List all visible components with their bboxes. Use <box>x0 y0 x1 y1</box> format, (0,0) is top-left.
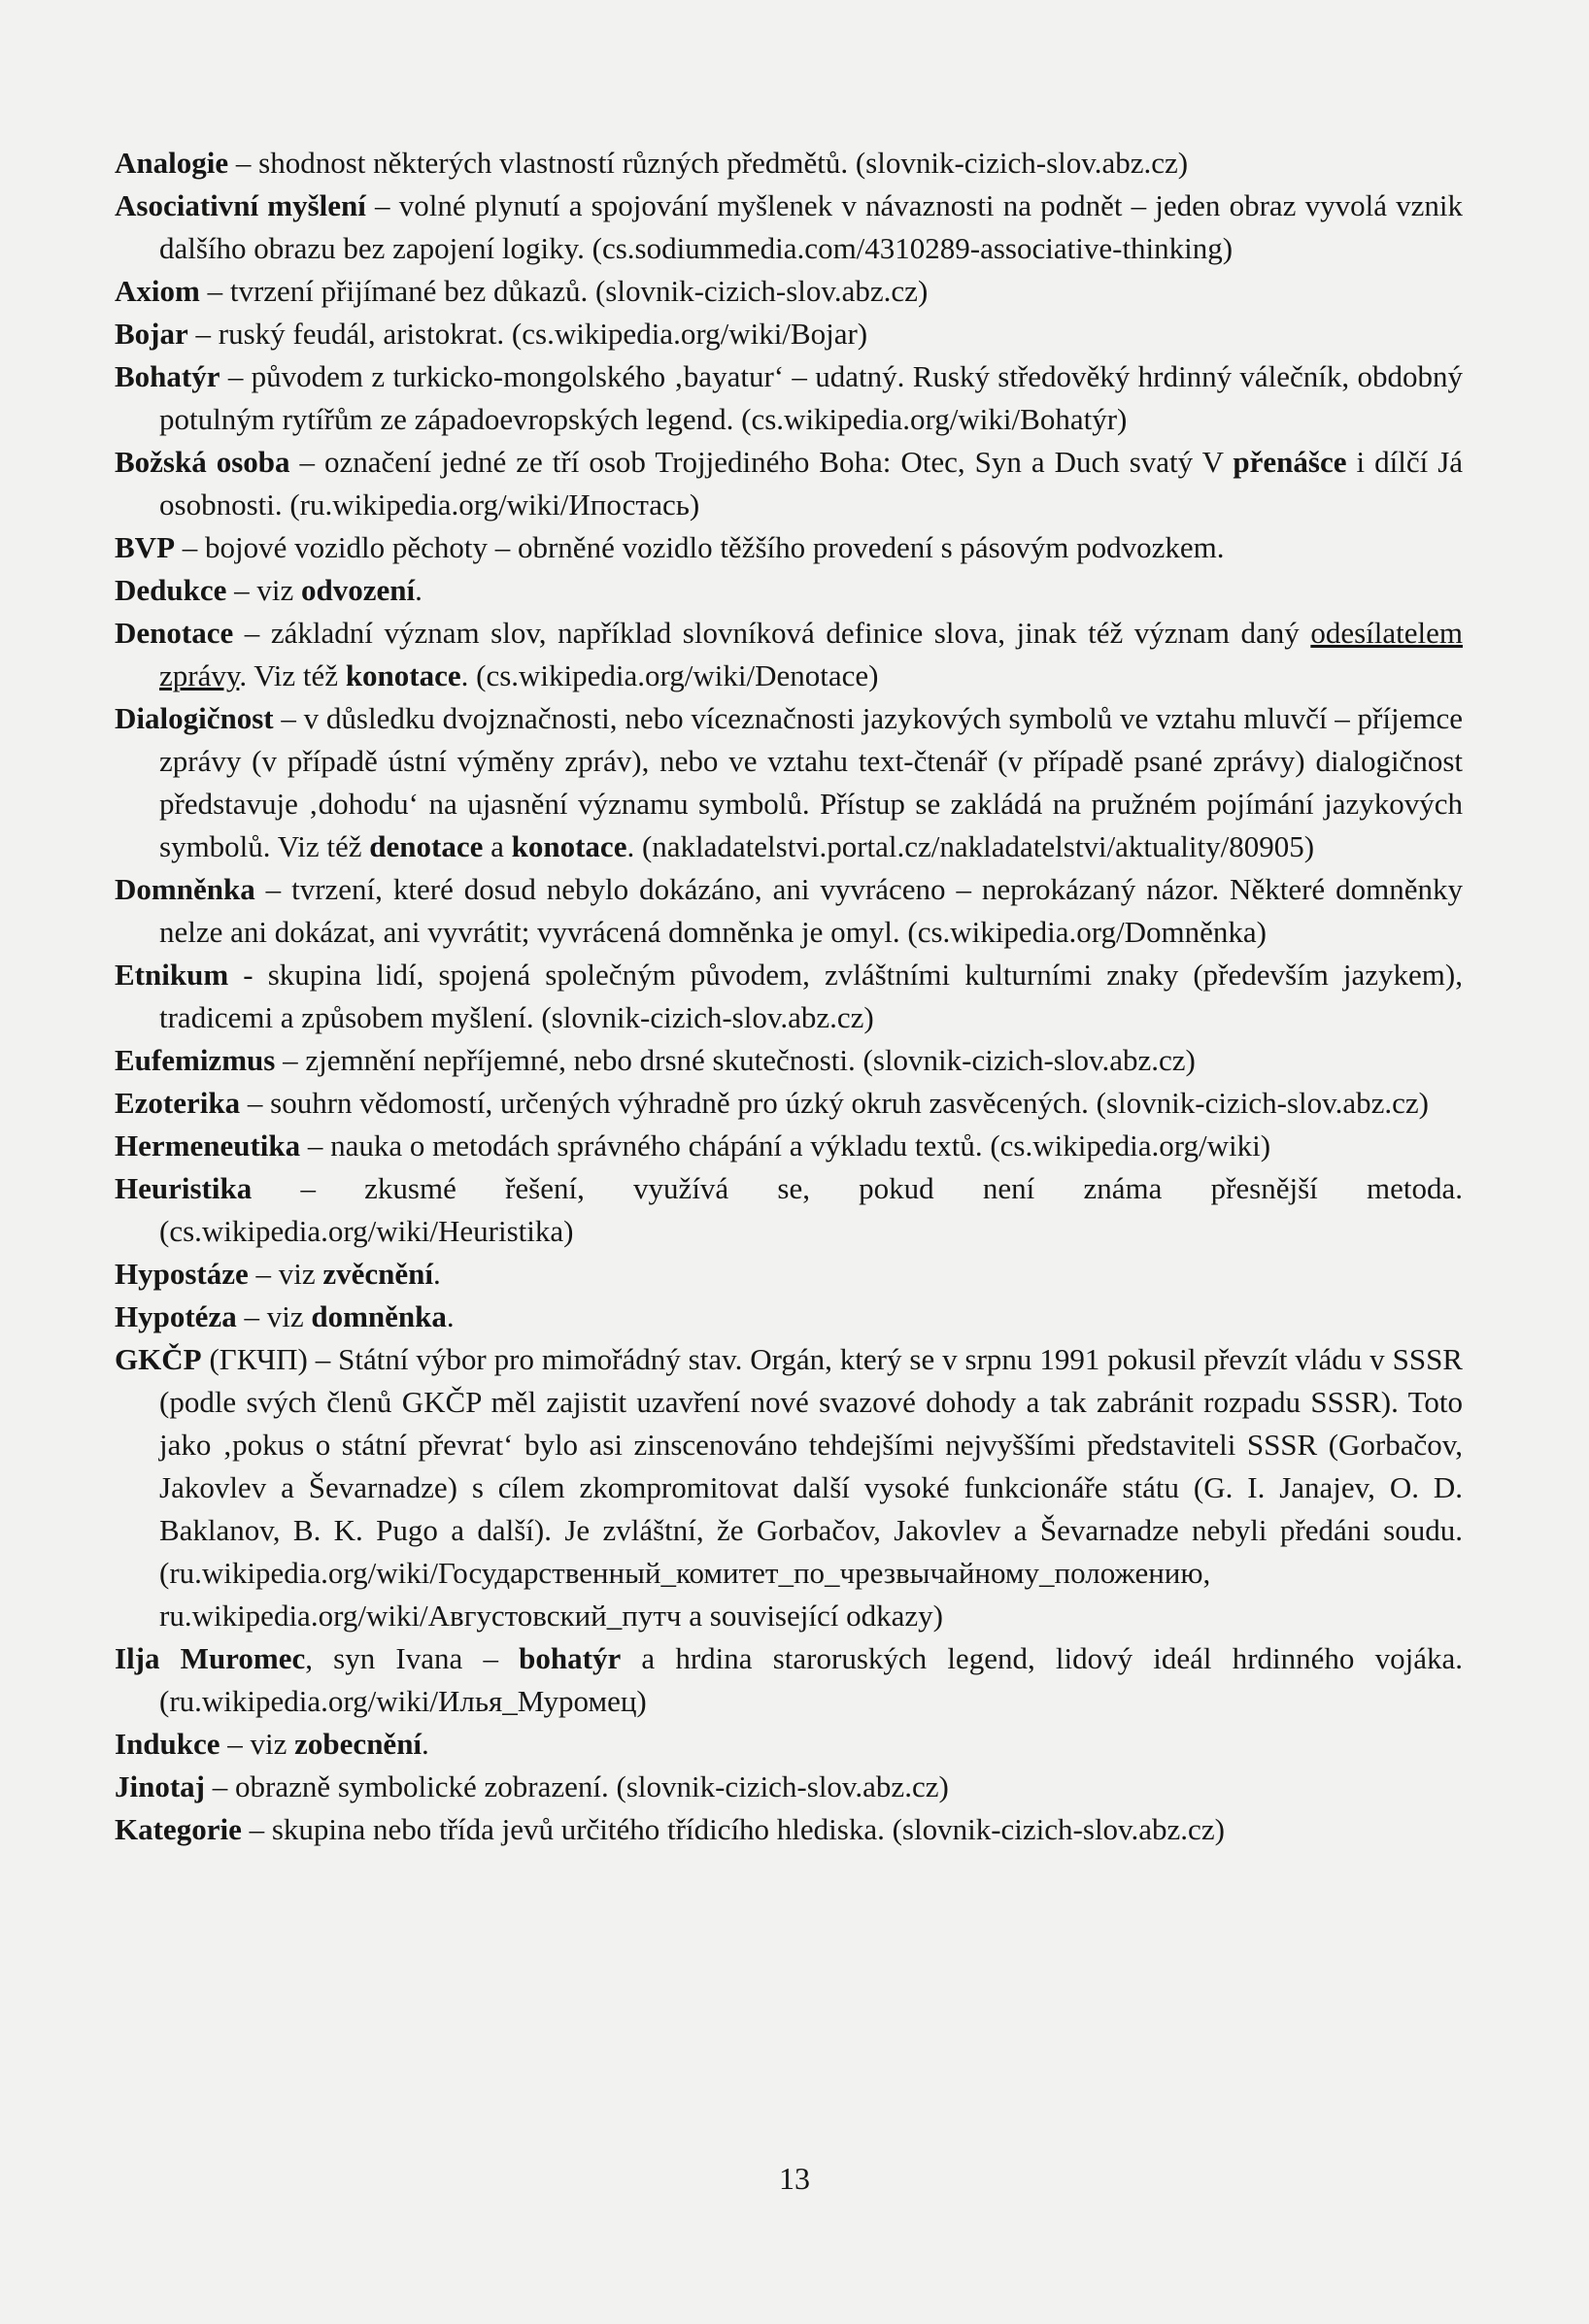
entry-text: – souhrn vědomostí, určených výhradně pro úzký okruh zasvěcených. (slovnik-cizich-slov.abz.cz) <box>240 1086 1429 1120</box>
entry-text: . <box>446 1299 455 1333</box>
cross-reference: domněnka <box>311 1299 447 1333</box>
cross-reference: bohatýr <box>519 1641 622 1675</box>
entry-text: – nauka o metodách správného chápání a výkladu textů. (cs.wikipedia.org/wiki) <box>300 1128 1271 1162</box>
entry-text: (ГКЧП) – Státní výbor pro mimořádný stav. Orgán, který se v srpnu 1991 pokusil převzít vládu v SSSR (podle svých členů GKČP měl zajistit uzavření nové svazové dohody a tak zabránit rozpadu SSSR). Toto jako ‚pokus o státní převrat‘ bylo asi zinscenováno tehdejšími nejvyššími představiteli SSSR (Gorbačov, Jakovlev a Ševarnadze) s cílem zkompromitovat další vysoké funkcionáře státu (G. I. Janajev, O. D. Baklanov, B. K. Pugo a další). Je zvláštní, že Gorbačov, Jakovlev a Ševarnadze nebyli předáni soudu. (ru.wikipedia.org/wiki/Государственный_комитет_по_чрезвычайному_положению, ru.wikipedia.org/wiki/Августовский_путч a související odkazy) <box>159 1342 1463 1633</box>
entry-text: – skupina nebo třída jevů určitého třídicího hlediska. (slovnik-cizich-slov.abz.cz) <box>241 1812 1225 1846</box>
entry-text: – zjemnění nepříjemné, nebo drsné skutečnosti. (slovnik-cizich-slov.abz.cz) <box>275 1043 1196 1077</box>
entry-term: GKČP <box>115 1342 202 1376</box>
entry-text: – základní význam slov, například slovníková definice slova, jinak též význam daný <box>233 616 1311 650</box>
entry-text: . <box>415 573 423 607</box>
glossary-entry <box>115 868 1463 954</box>
entry-term: Etnikum <box>115 958 229 992</box>
underlined-phrase: odesílatelem zprávy <box>159 616 1463 692</box>
entry-term: Hypotéza <box>115 1299 237 1333</box>
glossary-entry <box>115 313 1463 355</box>
glossary-entry <box>115 1039 1463 1082</box>
entry-term: Ezoterika <box>115 1086 241 1120</box>
entry-term: Indukce <box>115 1727 220 1761</box>
entry-term: Denotace <box>115 616 234 650</box>
entry-term: Hermeneutika <box>115 1128 301 1162</box>
entry-term: BVP <box>115 530 175 564</box>
entry-text: i dílčí Já osobnosti. (ru.wikipedia.org/wiki/Ипостась) <box>159 445 1464 522</box>
entry-term: Kategorie <box>115 1812 242 1846</box>
entry-text: – viz <box>220 1727 295 1761</box>
glossary-entry <box>115 441 1463 526</box>
glossary-entry <box>115 1637 1463 1723</box>
entry-term: Eufemizmus <box>115 1043 276 1077</box>
entry-term: Hypostáze <box>115 1257 249 1291</box>
entry-text: – označení jedné ze tří osob Trojjediného Boha: Otec, Syn a Duch svatý V <box>289 445 1234 479</box>
glossary-entry <box>115 1167 1463 1253</box>
entry-text: – volné plynutí a spojování myšlenek v návaznosti na podnět – jeden obraz vyvolá vznik dalšího obrazu bez zapojení logiky. (cs.sodiummedia.com/4310289-associative-thinking) <box>159 188 1463 265</box>
glossary-entry <box>115 526 1463 569</box>
glossary-entry <box>115 1723 1463 1766</box>
glossary-entry <box>115 569 1463 612</box>
cross-reference: konotace <box>345 658 461 692</box>
glossary-entry <box>115 1082 1463 1125</box>
glossary <box>115 142 1463 1851</box>
glossary-entry <box>115 1125 1463 1167</box>
entry-term: Asociativní myšlení <box>115 188 366 222</box>
cross-reference: přenášce <box>1233 445 1347 479</box>
glossary-entry <box>115 1253 1463 1296</box>
entry-text: – ruský feudál, aristokrat. (cs.wikipedia.org/wiki/Bojar) <box>187 317 868 351</box>
entry-text: . (nakladatelstvi.portal.cz/nakladatelstvi/aktuality/80905) <box>626 829 1315 863</box>
glossary-entry <box>115 1338 1463 1637</box>
entry-text: - skupina lidí, spojená společným původem, zvláštními kulturními znaky (především jazykem), tradicemi a způsobem myšlení. (slovnik-cizich-slov.abz.cz) <box>159 958 1463 1034</box>
entry-term: Domněnka <box>115 872 255 906</box>
entry-text: – tvrzení, které dosud nebylo dokázáno, ani vyvráceno – neprokázaný názor. Některé domněnky nelze ani dokázat, ani vyvrátit; vyvrácená domněnka je omyl. (cs.wikipedia.org/Domněnka) <box>159 872 1463 949</box>
glossary-entry <box>115 355 1463 441</box>
glossary-entry <box>115 1296 1463 1338</box>
glossary-entry <box>115 1808 1463 1851</box>
cross-reference: odvození <box>301 573 416 607</box>
entry-text: . (cs.wikipedia.org/wiki/Denotace) <box>460 658 879 692</box>
cross-reference: zobecnění <box>294 1727 423 1761</box>
entry-text: a <box>483 829 512 863</box>
entry-text: , syn Ivana – <box>305 1641 520 1675</box>
entry-text: – obrazně symbolické zobrazení. (slovnik-cizich-slov.abz.cz) <box>205 1769 949 1803</box>
glossary-entry <box>115 1766 1463 1808</box>
entry-text: – shodnost některých vlastností různých předmětů. (slovnik-cizich-slov.abz.cz) <box>228 146 1189 180</box>
cross-reference: konotace <box>511 829 627 863</box>
entry-term: Dedukce <box>115 573 227 607</box>
cross-reference: zvěcnění <box>322 1257 434 1291</box>
entry-term: Dialogičnost <box>115 701 274 735</box>
entry-term: Bojar <box>115 317 188 351</box>
entry-text: – viz <box>248 1257 323 1291</box>
entry-text: – viz <box>226 573 302 607</box>
entry-text: – zkusmé řešení, využívá se, pokud není známa přesnější metoda. (cs.wikipedia.org/wiki/Heuristika) <box>159 1171 1463 1248</box>
entry-term: Analogie <box>115 146 229 180</box>
entry-text: . <box>433 1257 441 1291</box>
entry-text: – bojové vozidlo pěchoty – obrněné vozidlo těžšího provedení s pásovým podvozkem. <box>175 530 1225 564</box>
entry-term: Božská osoba <box>115 445 290 479</box>
entry-term: Bohatýr <box>115 359 220 393</box>
entry-text: a hrdina staroruských legend, lidový ideál hrdinného vojáka. (ru.wikipedia.org/wiki/Илья_Муромец) <box>159 1641 1463 1718</box>
entry-term: Axiom <box>115 274 200 308</box>
page-number: 13 <box>779 2161 810 2196</box>
entry-text: – původem z turkicko-mongolského ‚bayatur‘ – udatný. Ruský středověký hrdinný válečník, obdobný potulným rytířům ze západoevropských legend. (cs.wikipedia.org/wiki/Bohatýr) <box>159 359 1463 436</box>
entry-term: Jinotaj <box>115 1769 205 1803</box>
glossary-entry <box>115 142 1463 185</box>
glossary-entry <box>115 697 1463 868</box>
glossary-entry <box>115 270 1463 313</box>
entry-term: Ilja Muromec <box>115 1641 306 1675</box>
entry-text: – v důsledku dvojznačnosti, nebo víceznačnosti jazykových symbolů ve vztahu mluvčí – příjemce zprávy (v případě ústní výměny zpráv), nebo ve vztahu text-čtenář (v případě psané zprávy) dialogičnost představuje ‚dohodu‘ na ujasnění významu symbolů. Přístup se zakládá na pružném pojímání jazykových symbolů. Viz též <box>159 701 1463 863</box>
entry-term: Heuristika <box>115 1171 253 1205</box>
entry-text: . Viz též <box>239 658 346 692</box>
cross-reference: denotace <box>369 829 484 863</box>
entry-text: – tvrzení přijímané bez důkazů. (slovnik-cizich-slov.abz.cz) <box>199 274 929 308</box>
entry-text: . <box>422 1727 429 1761</box>
glossary-entry <box>115 612 1463 697</box>
entry-text: – viz <box>236 1299 312 1333</box>
glossary-entry <box>115 185 1463 270</box>
glossary-entry <box>115 954 1463 1039</box>
